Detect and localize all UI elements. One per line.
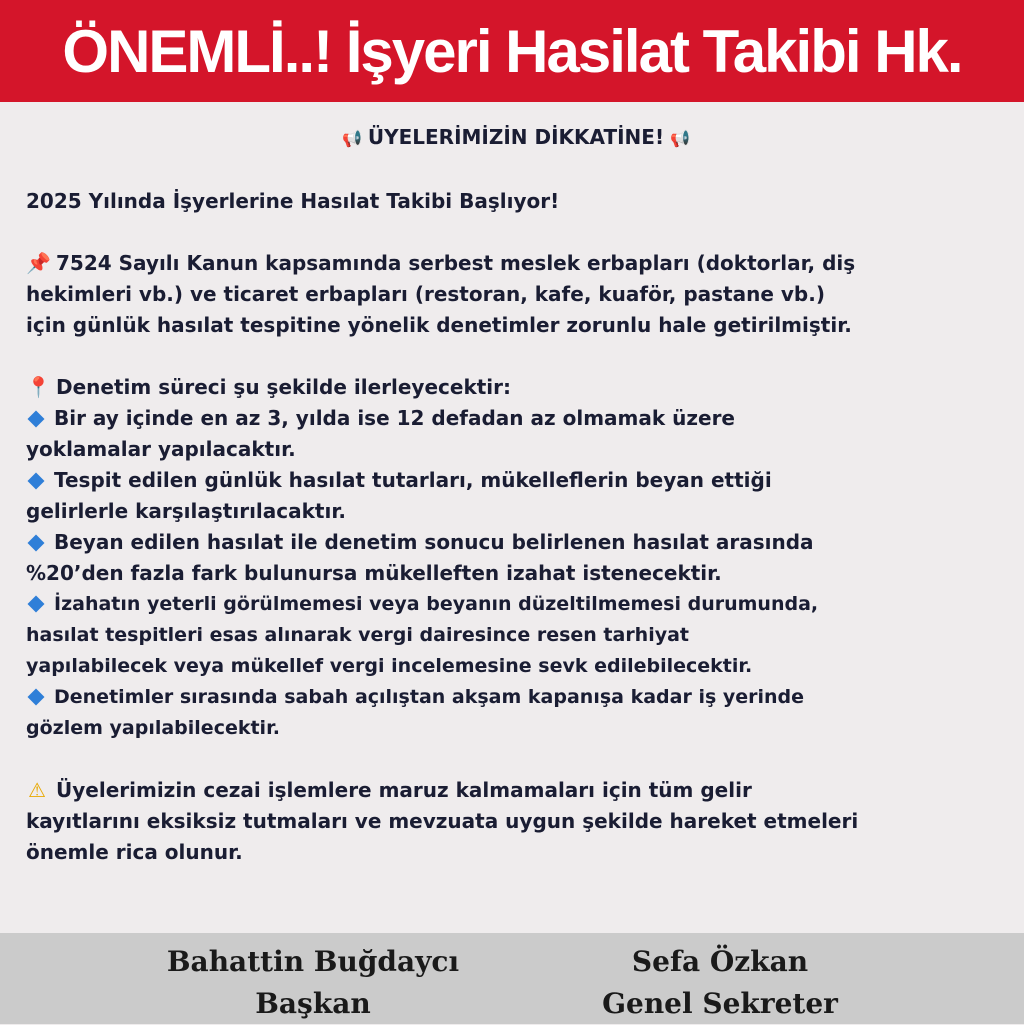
header-banner bbox=[0, 0, 1024, 102]
signature-left bbox=[118, 941, 508, 1025]
intro-line: hekimleri vb.) ve ticaret erbapları (restoran, kafe, kuaför, pastane vb.) bbox=[26, 282, 825, 306]
signature-footer bbox=[0, 933, 1024, 1024]
warning-line: önemle rica olunur. bbox=[26, 840, 243, 864]
process-title: 📍 Denetim süreci şu şekilde ilerleyecektir: bbox=[26, 372, 1006, 403]
signature-right bbox=[520, 941, 920, 1025]
round-pin-icon: 📍 bbox=[26, 375, 51, 399]
notice-subtitle: ÜYELERİMİZİN DİKKATİNE! bbox=[367, 125, 665, 149]
signer-title: Başkan bbox=[255, 987, 371, 1020]
warning-line: ⚠ Üyelerimizin cezai işlemlere maruz kalmamaları için tüm gelir bbox=[26, 775, 1006, 806]
signer-title: Genel Sekreter bbox=[602, 987, 838, 1020]
megaphone-icon: 📢 bbox=[341, 129, 362, 148]
blue-diamond-icon bbox=[28, 688, 45, 705]
blue-diamond-icon bbox=[28, 534, 45, 551]
blue-diamond-icon bbox=[28, 472, 45, 489]
warning-line: kayıtlarını eksiksiz tutmaları ve mevzuata uygun şekilde hareket etmeleri bbox=[26, 809, 859, 833]
bullet-item-cont: gelirlerle karşılaştırılacaktır. bbox=[26, 499, 346, 523]
bullet-item-cont: yoklamalar yapılacaktır. bbox=[26, 437, 296, 461]
bullet-item: İzahatın yeterli görülmemesi veya beyanın düzeltilmemesi durumunda, bbox=[26, 589, 1006, 620]
intro-line: 📌 7524 Sayılı Kanun kapsamında serbest meslek erbapları (doktorlar, diş bbox=[26, 248, 1006, 279]
notice-subtitle-row bbox=[26, 118, 1006, 156]
bullet-item: Bir ay içinde en az 3, yılda ise 12 defadan az olmamak üzere bbox=[26, 403, 1006, 434]
intro-line: için günlük hasılat tespitine yönelik denetimler zorunlu hale getirilmiştir. bbox=[26, 313, 852, 337]
pushpin-icon: 📌 bbox=[26, 251, 51, 275]
blue-diamond-icon bbox=[28, 410, 45, 427]
notice-body bbox=[26, 118, 1006, 868]
page-title: ÖNEMLİ..! İşyeri Hasilat Takibi Hk. bbox=[62, 17, 962, 85]
notice-headline: 2025 Yılında İşyerlerine Hasılat Takibi Başlıyor! bbox=[26, 189, 560, 213]
megaphone-icon: 📢 bbox=[670, 129, 691, 148]
bullet-item-cont: %20’den fazla fark bulunursa mükelleften izahat istenecektir. bbox=[26, 561, 722, 585]
bullet-item-cont: yapılabilecek veya mükellef vergi incelemesine sevk edilebilecektir. bbox=[26, 655, 753, 677]
warning-icon: ⚠ bbox=[28, 778, 46, 802]
bullet-item: Beyan edilen hasılat ile denetim sonucu belirlenen hasılat arasında bbox=[26, 527, 1006, 558]
bullet-item-cont: gözlem yapılabilecektir. bbox=[26, 717, 280, 739]
blue-diamond-icon bbox=[28, 595, 45, 612]
bullet-item: Denetimler sırasında sabah açılıştan akşam kapanışa kadar iş yerinde bbox=[26, 682, 1006, 713]
bullet-item-cont: hasılat tespitleri esas alınarak vergi dairesince resen tarhiyat bbox=[26, 624, 690, 646]
bullet-item: Tespit edilen günlük hasılat tutarları, mükelleflerin beyan ettiği bbox=[26, 465, 1006, 496]
signer-name: Sefa Özkan bbox=[631, 945, 809, 978]
signer-name: Bahattin Buğdaycı bbox=[166, 945, 460, 978]
